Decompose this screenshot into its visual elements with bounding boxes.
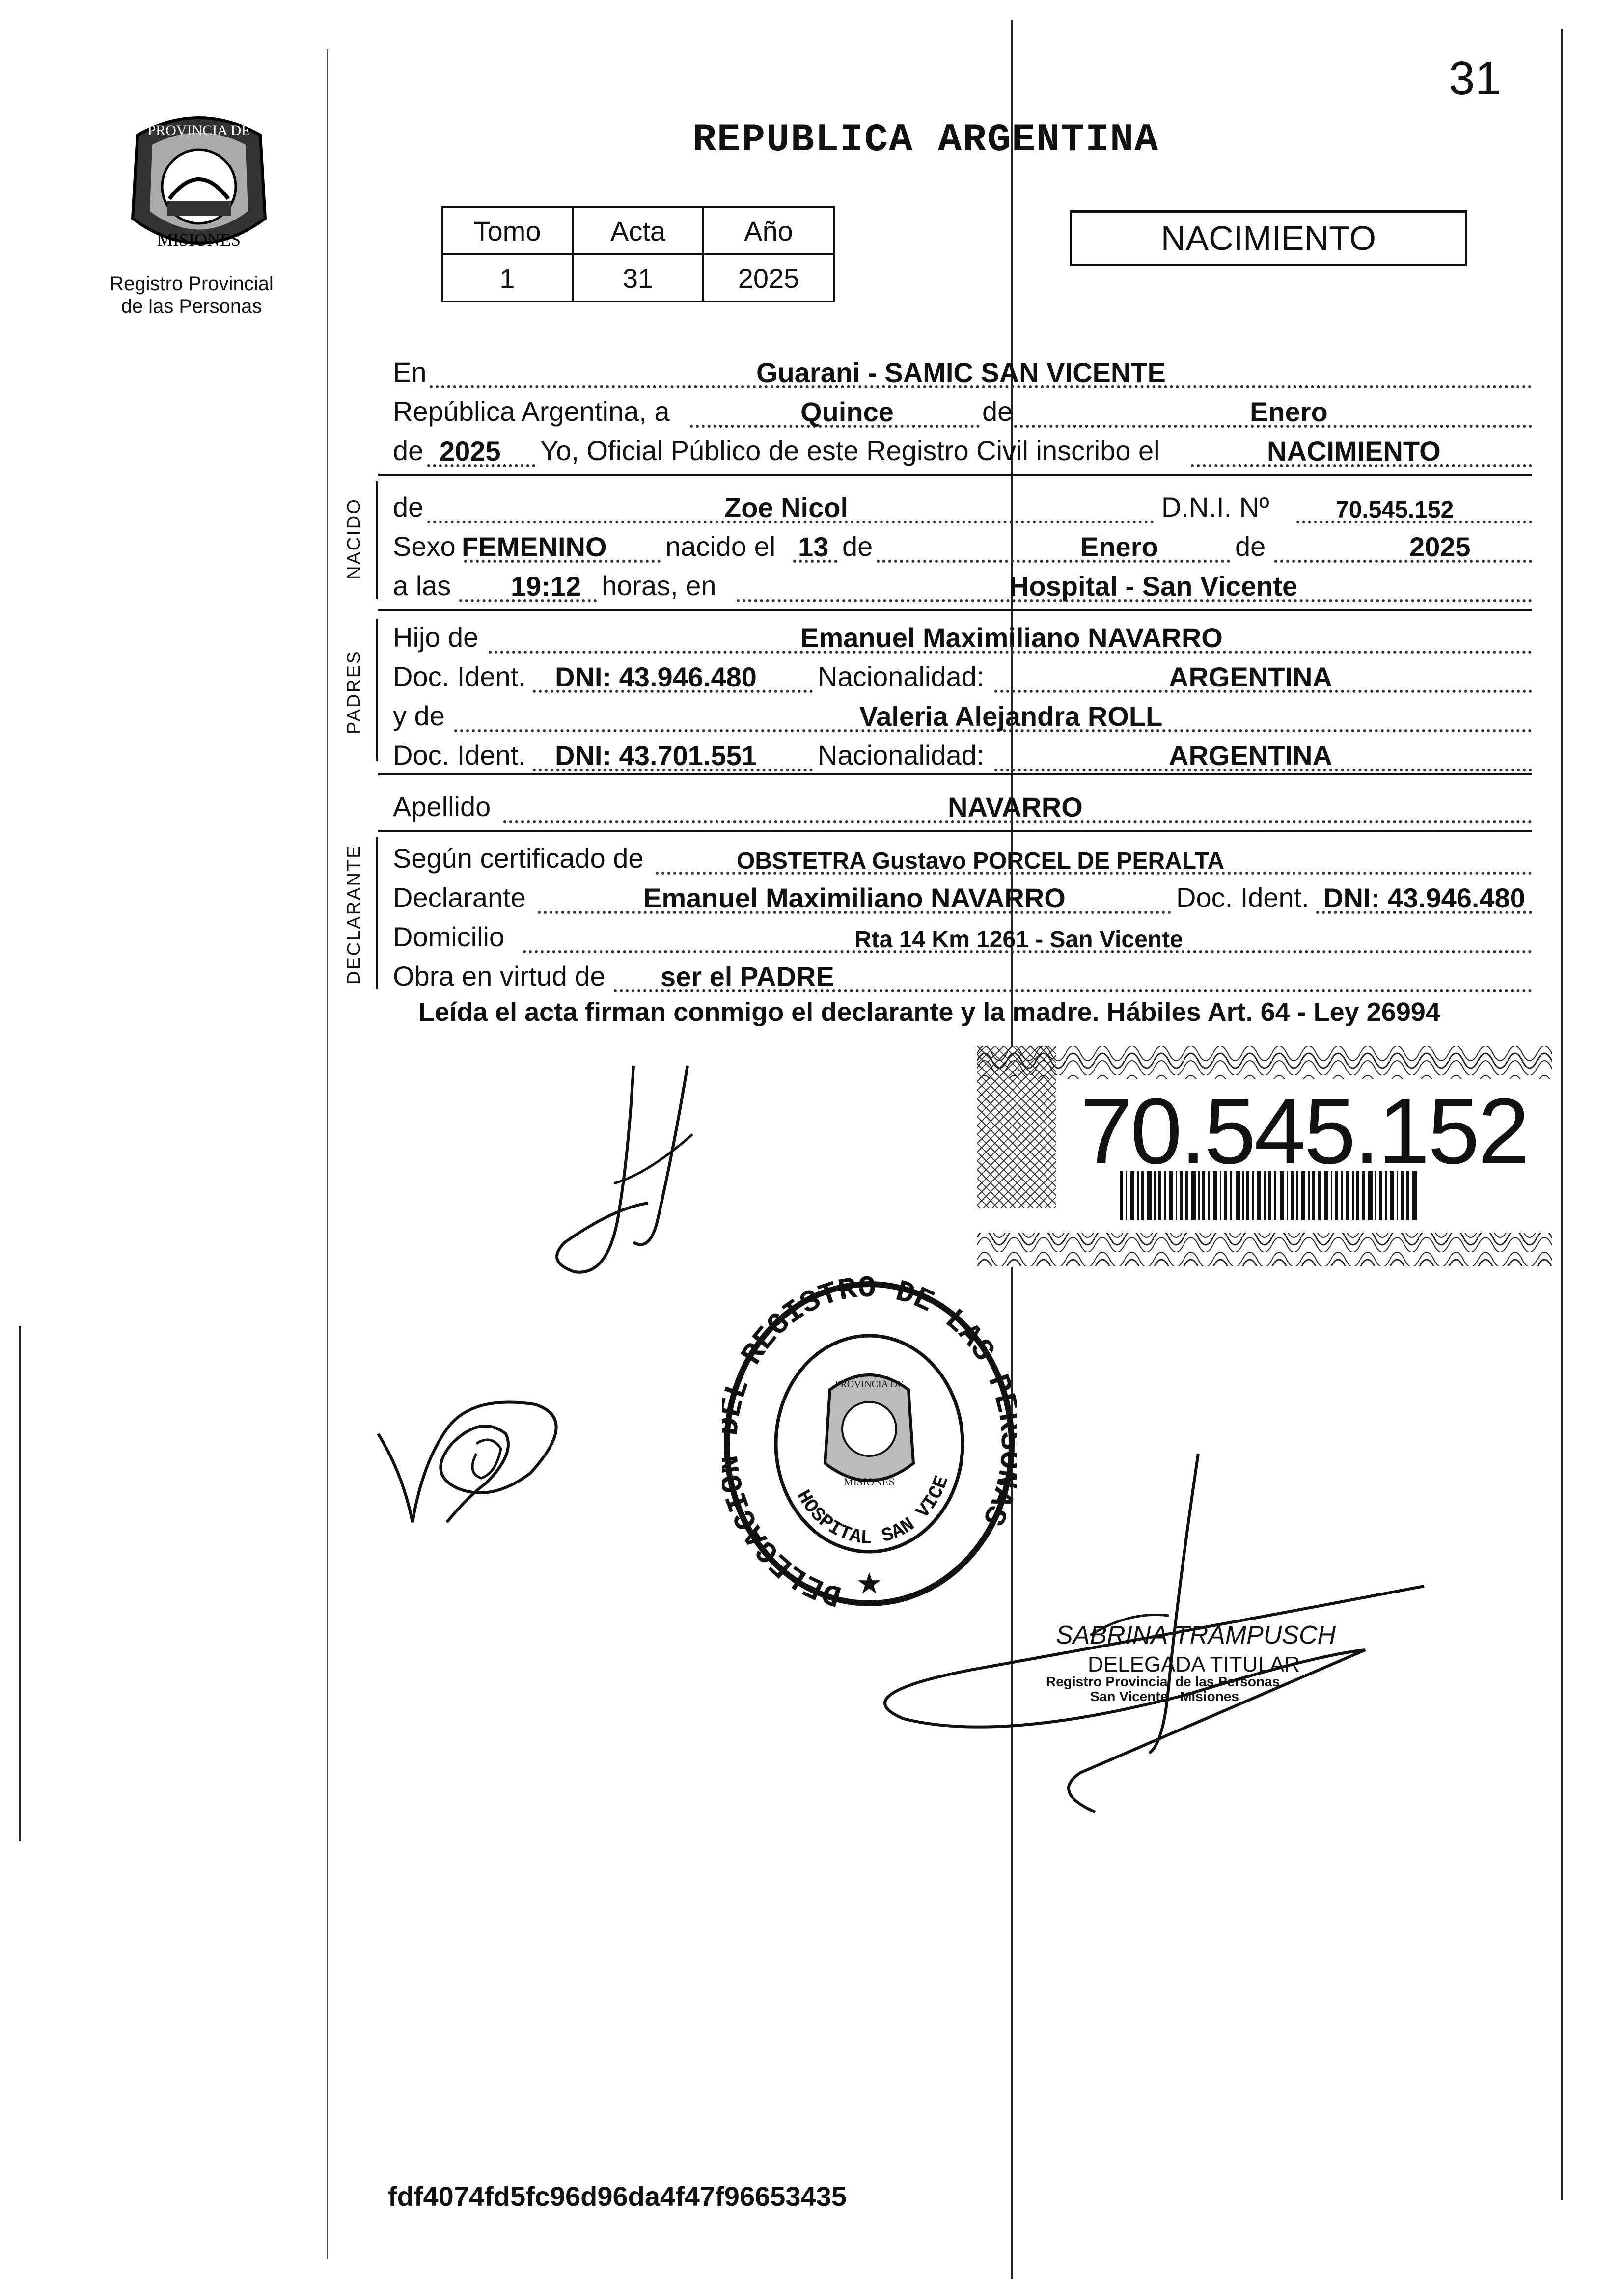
row-yde [393,700,1532,739]
label-hijo: Hijo de [393,622,479,653]
label-sexo: Sexo [393,531,456,562]
row-certificado [393,842,1532,881]
section-label-padres: PADRES [344,650,364,734]
divider-2 [378,609,1532,611]
label-certificado: Según certificado de [393,843,644,874]
value-birth-place: Hospital - San Vicente [1009,571,1298,602]
value-doc-decl: DNI: 43.946.480 [1323,882,1525,913]
value-birth-year: 2025 [1409,531,1471,562]
label-yde: y de [393,700,445,731]
section-label-nacido: NACIDO [344,498,364,579]
label-de2: de [393,435,424,466]
row-hora [393,570,1532,609]
nacido-bracket [376,481,378,599]
label-obra: Obra en virtud de [393,961,606,991]
label-doc-2: Doc. Ident. [393,740,526,770]
value-father-doc: DNI: 43.946.480 [555,661,757,692]
label-doc-decl: Doc. Ident. [1176,882,1309,913]
value-acta: 31 [573,254,703,302]
row-sexo [393,530,1532,570]
label-declarante: Declarante [393,882,526,913]
header-anio: Año [703,207,834,254]
value-certificado: OBSTETRA Gustavo PORCEL DE PERALTA [737,848,1224,874]
closing-text: Leída el acta firman conmigo el declarante y la madre. Hábiles Art. 64 - Ley 26994 [418,997,1440,1027]
scan-edge-left [327,49,328,2259]
row-officer [393,435,1532,474]
divider-4 [378,830,1532,832]
value-mother-doc: DNI: 43.701.551 [555,740,757,771]
province-logo [118,106,280,263]
value-anio: 2025 [703,254,834,302]
label-officer: Yo, Oficial Público de este Registro Civil inscribo el [540,435,1160,466]
value-apellido: NAVARRO [948,792,1083,823]
value-en: Guarani - SAMIC SAN VICENTE [756,357,1166,388]
delegate-office [1046,1675,1280,1704]
label-en: En [393,357,427,387]
delegate-name: SABRINA TRAMPUSCH [1056,1621,1336,1649]
padres-bracket [376,619,378,761]
label-nacido-el: nacido el [665,531,776,562]
header-acta: Acta [573,207,703,254]
label-dni: D.N.I. Nº [1161,492,1269,522]
signature-madre [373,1375,570,1544]
register-table [441,206,835,302]
section-label-declarante: DECLARANTE [344,844,364,985]
signature-declarante [535,1056,722,1289]
value-birth-day: 13 [798,531,829,562]
divider-3 [378,773,1532,775]
delegate-role: DELEGADA TITULAR [1088,1652,1300,1676]
label-republica: República Argentina, a [393,396,670,427]
value-month: Enero [1250,396,1328,427]
value-father-name: Emanuel Maximiliano NAVARRO [800,622,1223,653]
delegate-office-line1: Registro Provincial de las Personas [1046,1674,1280,1689]
logo-caption-line2: de las Personas [121,296,262,317]
logo-text-top: PROVINCIA DE [147,122,250,138]
row-hijo [393,621,1532,660]
logo-caption-line1: Registro Provincial [110,273,274,295]
row-obra [393,960,1532,999]
row-en [393,356,1532,395]
label-domicilio: Domicilio [393,921,505,952]
label-de: de [982,396,1013,427]
row-mother-doc [393,739,1532,778]
record-type-box: NACIMIENTO [1070,210,1467,266]
value-year: 2025 [440,436,501,467]
label-de-name: de [393,492,424,522]
stamp-emblem-bottom: MISIONES [844,1476,895,1488]
label-doc-1: Doc. Ident. [393,661,526,692]
scan-edge-far-left [19,1326,21,1841]
declarante-bracket [376,837,378,989]
value-time: 19:12 [511,571,581,602]
value-sexo: FEMENINO [462,531,607,562]
value-day: Quince [800,396,894,427]
row-domicilio [393,921,1532,960]
dni-sticker-number: 70.545.152 [1080,1079,1528,1183]
stamp-star-icon: ★ [856,1567,882,1600]
value-obra: ser el PADRE [661,961,834,992]
label-nac-2: Nacionalidad: [818,740,985,770]
value-mother-name: Valeria Alejandra ROLL [859,701,1163,732]
value-child-name: Zoe Nicol [724,492,849,523]
stamp-emblem-top: PROVINCIA DE [835,1379,904,1390]
logo-text-bottom: MISIONES [157,230,241,249]
value-declarante: Emanuel Maximiliano NAVARRO [643,882,1066,913]
row-apellido [393,791,1532,830]
divider-1 [378,474,1532,476]
stamp-ring-text: DELEGACI L REGISTRO DE LAS P S [722,1270,1017,1611]
scan-edge-right [1561,29,1563,2200]
label-horas: horas, en [602,570,716,601]
label-a-las: a las [393,570,451,601]
header-tomo: Tomo [442,207,573,254]
label-apellido: Apellido [393,791,491,822]
value-father-nat: ARGENTINA [1169,661,1332,692]
value-record: NACIMIENTO [1267,436,1441,467]
row-declarante [393,881,1532,921]
document-title: REPUBLICA ARGENTINA [692,118,1159,163]
value-birth-month: Enero [1080,531,1158,562]
value-tomo: 1 [442,254,573,302]
row-father-doc [393,660,1532,700]
value-domicilio: Rta 14 Km 1261 - San Vicente [854,927,1183,953]
value-mother-nat: ARGENTINA [1169,740,1332,771]
label-nac-1: Nacionalidad: [818,661,985,692]
label-de-year: de [1235,531,1266,562]
document-hash: fdf4074fd5fc96d96da4f47f96653435 [388,2181,847,2212]
row-republica [393,395,1532,435]
value-child-dni: 70.545.152 [1336,497,1454,523]
delegate-office-line2: San Vicente - Misiones [1090,1689,1239,1704]
logo-caption [79,273,304,318]
label-de-month: de [842,531,873,562]
page-number: 31 [1449,52,1501,105]
row-name [393,491,1532,530]
stamp-inner-text: HOSPITAL SAN VICE [791,1473,954,1550]
